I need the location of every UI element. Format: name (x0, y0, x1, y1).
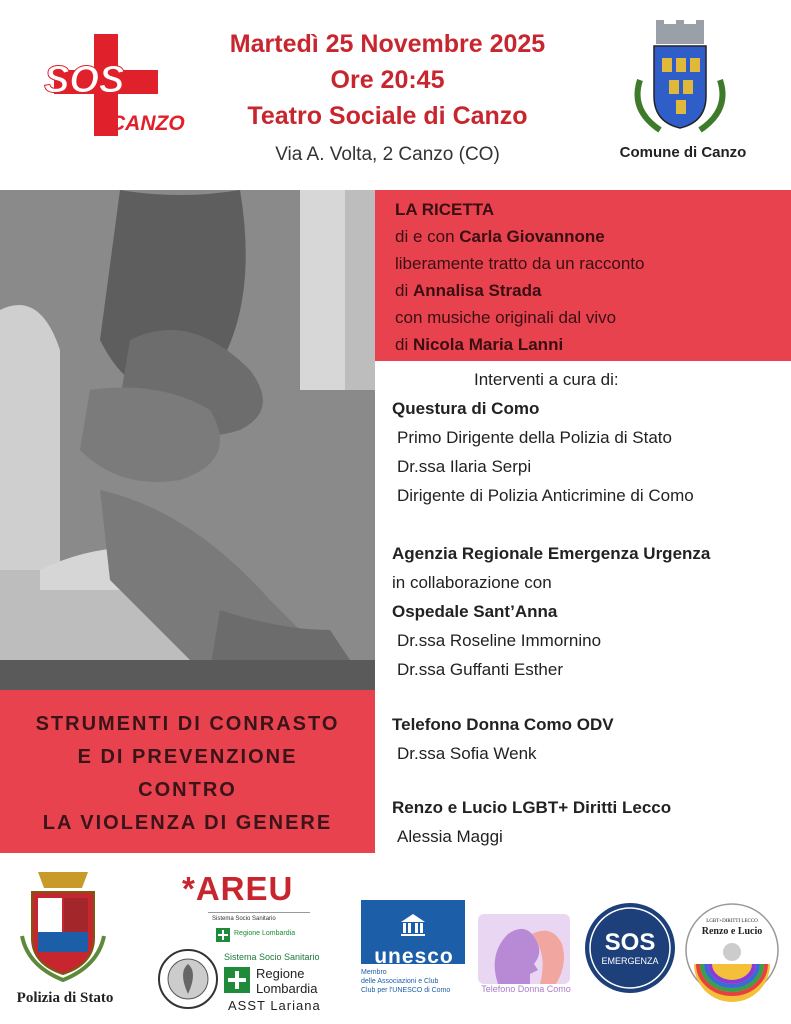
telefono-line1: Dr.ssa Sofia Wenk (397, 744, 537, 763)
ricetta-story-author: Annalisa Strada (412, 281, 542, 300)
telefono-title: Telefono Donna Como ODV (392, 715, 614, 734)
regione-lombardia-small-logo (216, 926, 296, 946)
areu-sub: Sistema Socio Sanitario (212, 916, 276, 922)
ricetta-line3-prefix: di (395, 281, 413, 300)
renzo-title: Renzo e Lucio LGBT+ Diritti Lecco (392, 798, 672, 817)
polizia-emblem (18, 866, 108, 984)
asst-sub: Sistema Socio Sanitario (224, 952, 320, 962)
collab-line: in collaborazione con (392, 573, 552, 592)
telefono-donna-name: Telefono Donna Como (481, 984, 571, 994)
strumenti-line4: LA VIOLENZA DI GENERE (42, 812, 333, 834)
hero-photo (0, 190, 375, 690)
questura-title: Questura di Como (392, 399, 540, 418)
ospedale-seal (157, 948, 219, 1010)
ospedale-line1: Dr.ssa Roseline Immornino (397, 631, 602, 650)
sos-emergenza-logo (584, 902, 676, 994)
strumenti-line2: E DI PREVENZIONE (77, 746, 298, 768)
sos-mark: SOS (44, 59, 125, 101)
areu-divider (208, 912, 310, 913)
comune-coat-of-arms (626, 20, 734, 140)
sos-town: CANZO (110, 112, 185, 135)
strumenti-panel (0, 690, 375, 853)
asst-name: ASST Lariana (228, 998, 321, 1013)
ricetta-title: LA RICETTA (395, 200, 495, 219)
strumenti-line1: STRUMENTI DI CONRASTO (35, 713, 340, 735)
areu-title: Agenzia Regionale Emergenza Urgenza (392, 544, 711, 563)
comune-name: Comune di Canzo (619, 144, 747, 161)
ricetta-line1-prefix: di e con (395, 227, 460, 246)
la-ricetta-panel (375, 190, 791, 361)
questura-line2: Dr.ssa Ilaria Serpi (397, 457, 532, 476)
questura-line3: Dirigente di Polizia Anticrimine di Como (397, 486, 694, 505)
ricetta-line5-prefix: di (395, 335, 413, 354)
ricetta-musician: Nicola Maria Lanni (412, 335, 564, 354)
questura-line1: Primo Dirigente della Polizia di Stato (397, 428, 672, 447)
ospedale-line2: Dr.ssa Guffanti Esther (397, 660, 563, 679)
renzo-lucio-logo (684, 902, 780, 998)
event-time: Ore 20:45 (330, 66, 445, 94)
ricetta-author: Carla Giovannone (459, 227, 605, 246)
sose-label: EMERGENZA (601, 956, 659, 966)
unesco-sub (361, 968, 450, 995)
strumenti-line3: CONTRO (138, 779, 237, 801)
photo-illustration (0, 190, 375, 690)
asst-rl-line1: Regione (256, 966, 305, 981)
rl-small-label: Regione Lombardia (234, 930, 296, 937)
event-date: Martedì 25 Novembre 2025 (229, 30, 546, 58)
ospedale-title: Ospedale Sant’Anna (392, 602, 558, 621)
unesco-sub2: delle Associazioni e Club (361, 978, 439, 985)
sose-mark: SOS (604, 929, 656, 956)
renzo-top-label: LGBT+DIRITTI LECCO (706, 919, 758, 924)
ricetta-line4: con musiche originali dal vivo (395, 308, 617, 327)
unesco-wordmark: unesco (374, 945, 454, 968)
asst-rl-line2: Lombardia (256, 981, 318, 996)
unesco-sub1: Membro (361, 969, 387, 976)
interventi-heading: Interventi a cura di: (474, 370, 619, 389)
event-venue: Teatro Sociale di Canzo (247, 102, 528, 130)
unesco-sub3: Club per l'UNESCO di Como (361, 987, 451, 994)
renzo-name-label: Renzo e Lucio (701, 926, 763, 937)
renzo-line1: Alessia Maggi (397, 827, 503, 846)
ricetta-line2: liberamente tratto da un racconto (395, 254, 645, 273)
areu-logo: *AREU (182, 870, 294, 907)
regione-lombardia-logo (224, 965, 334, 997)
event-address: Via A. Volta, 2 Canzo (CO) (275, 144, 500, 165)
polizia-name: Polizia di Stato (16, 990, 114, 1006)
